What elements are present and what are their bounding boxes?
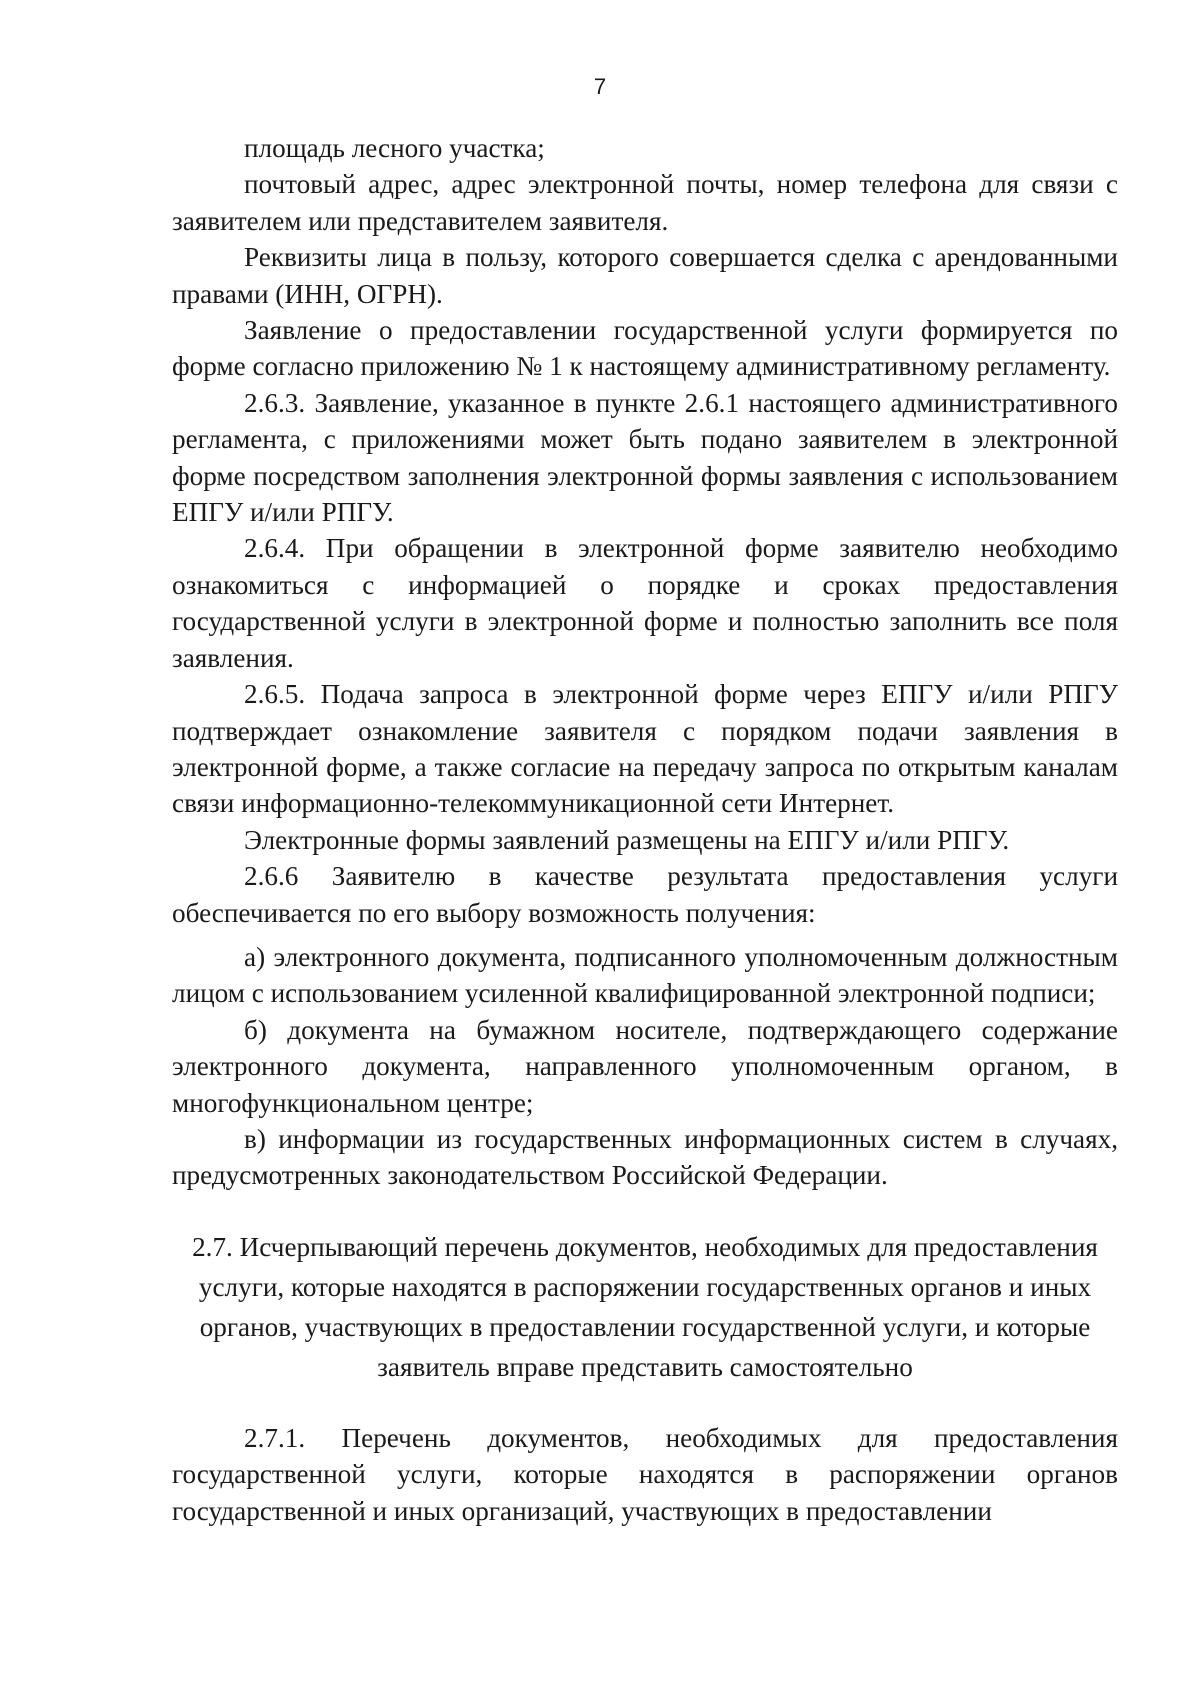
paragraph-electronic-forms: Электронные формы заявлений размещены на ЕПГУ и/или РПГУ. [244,824,1010,855]
paragraph-forest-area: площадь лесного участка; [244,133,545,163]
paragraph-2-6-4: 2.6.4. При обращении в электронной форме заявителю необходимо ознакомиться с информацией о порядке и сроках предоставления государственной услуги в электронной форме и полностью заполнить все поля заявления. [172,533,1118,673]
paragraph-requisites: Реквизиты лица в пользу, которого совершается сделка с арендованными правами (ИНН, ОГРН). [172,242,1118,309]
list-item-b: б) документа на бумажном носителе, подтверждающего содержание электронного документа, направленного уполномоченным органом, в многофункциональном центре; [172,1014,1118,1118]
section-heading-2-7: 2.7. Исчерпывающий перечень документов, необходимых для предоставления услуги, которые находятся в распоряжении государственных органов и иных органов, участвующих в предоставлении государственной услуги, и которые заявитель вправе представить самостоятельно [192,1231,1098,1382]
list-item-v: в) информации из государственных информационных систем в случаях, предусмотренных законодательством Российской Федерации. [172,1123,1118,1191]
list-item-a: а) электронного документа, подписанного уполномоченным должностным лицом с использованием усиленной квалифицированной электронной подписи; [172,941,1118,1009]
paragraph-2-7-1: 2.7.1. Перечень документов, необходимых для предоставления государственной услуги, которые находятся в распоряжении органов государственной и иных организаций, участвующих в предоставлении [172,1422,1118,1526]
document-body [172,130,1118,1529]
paragraph-application-form: Заявление о предоставлении государственной услуги формируется по форме согласно приложению № 1 к настоящему административному регламенту. [172,315,1118,382]
paragraph-2-6-5: 2.6.5. Подача запроса в электронной форме через ЕПГУ и/или РПГУ подтверждает ознакомление заявителя с порядком подачи заявления в электронной форме, а также согласие на передачу запроса по открытым каналам связи информационно-телекоммуникационной сети Интернет. [172,679,1118,819]
paragraph-contacts: почтовый адрес, адрес электронной почты, номер телефона для связи с заявителем или представителем заявителя. [172,169,1118,236]
page-number: 7 [593,74,607,99]
paragraph-2-6-6: 2.6.6 Заявителю в качестве результата предоставления услуги обеспечивается по его выбору возможность получения: [172,861,1118,928]
paragraph-2-6-3: 2.6.3. Заявление, указанное в пункте 2.6.1 настоящего административного регламента, с приложениями может быть подано заявителем в электронной форме посредством заполнения электронной формы заявления с использованием ЕПГУ и/или РПГУ. [172,387,1118,528]
